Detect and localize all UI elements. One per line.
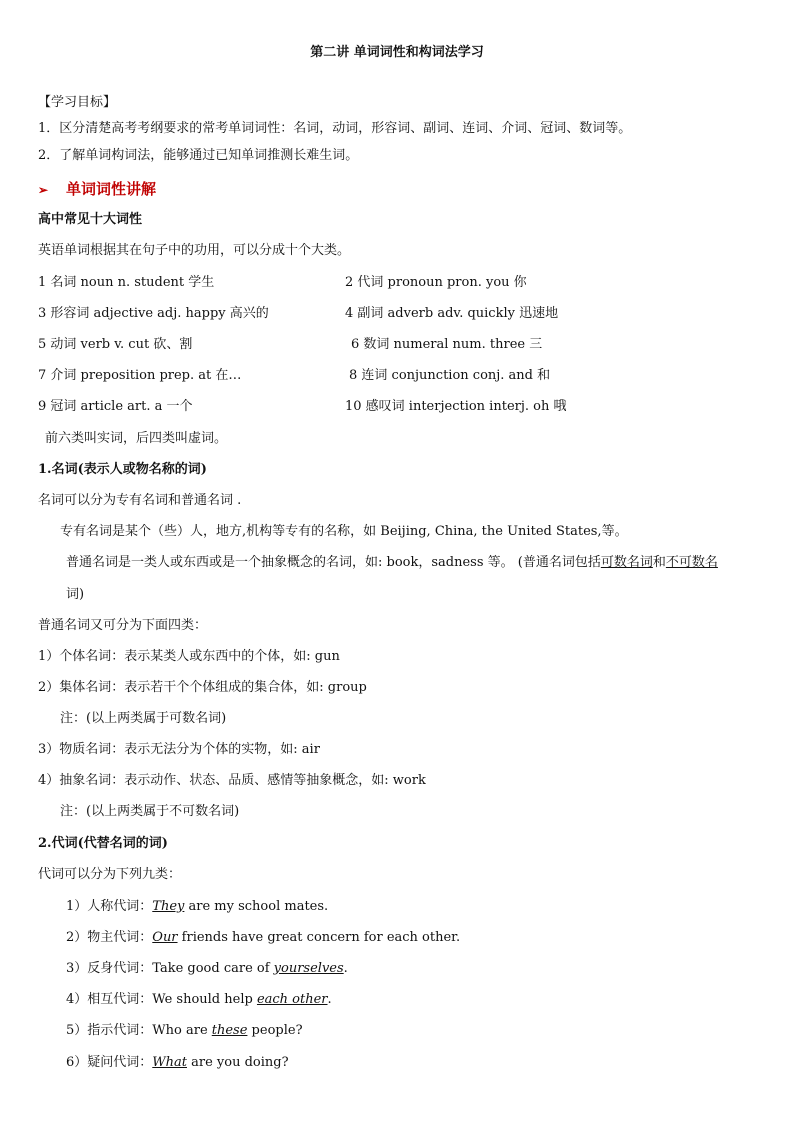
pos-left: 5 动词 verb v. cut 砍、割	[38, 337, 193, 352]
pronoun-type	[66, 929, 460, 947]
example-post: .	[343, 961, 348, 976]
category-item: 1）个体名词：表示某类人或东西中的个体，如: gun	[38, 649, 340, 664]
pos-row	[38, 336, 543, 354]
pronoun-type-label: 3）反身代词：	[66, 961, 153, 976]
category-item: 3）物质名词：表示无法分为个体的实物，如: air	[38, 742, 320, 757]
example-post: .	[327, 992, 332, 1007]
common-noun-text-cont: 词)	[66, 587, 85, 602]
pos-row	[38, 398, 567, 416]
pos-right: 4 副词 adverb adv. quickly 迅速地	[345, 306, 559, 321]
example-word: yourselves	[273, 961, 344, 976]
arrow-bullet-icon: ➢	[38, 183, 49, 197]
example-word: these	[211, 1023, 248, 1038]
example-post: are my school mates.	[184, 899, 329, 914]
common-noun-text	[66, 554, 718, 572]
section-heading	[38, 180, 156, 199]
proper-noun-text: 专有名词是某个（些）人，地方,机构等专有的名称，如 Beijing, China, the United States,等。	[60, 524, 628, 539]
pos-row	[38, 274, 527, 292]
pronoun-type	[66, 1054, 289, 1072]
pronoun-type-label: 5）指示代词：	[66, 1023, 153, 1038]
pos-right: 6 数词 numeral num. three 三	[351, 337, 543, 352]
section-heading-text: 单词词性讲解	[66, 180, 157, 198]
pronoun-type	[66, 960, 348, 978]
category-item: 2）集体名词：表示若干个个体组成的集合体，如: group	[38, 680, 367, 695]
subheading: 高中常见十大词性	[38, 212, 143, 227]
category-item: 4）抽象名词：表示动作、状态、品质、感情等抽象概念，如: work	[38, 773, 426, 788]
pos-right: 8 连词 conjunction conj. and 和	[349, 368, 551, 383]
noun-heading: 1.名词(表示人或物名称的词)	[38, 462, 207, 477]
uncountable-noun-term: 不可数名	[665, 555, 718, 570]
category-note: 注：(以上两类属于可数名词)	[60, 711, 227, 726]
pronoun-type	[66, 1022, 303, 1040]
common-noun-desc: 普通名词是一类人或东西或是一个抽象概念的名词，如: book，sadness 等。 (普通名词包括	[66, 555, 601, 570]
example-word: Our	[152, 930, 178, 945]
pos-left: 9 冠词 article art. a 一个	[38, 399, 193, 414]
example-post: are you doing?	[187, 1055, 289, 1070]
pos-row	[38, 305, 559, 323]
pronoun-type	[66, 898, 328, 916]
example-pre: Take good care of	[152, 961, 274, 976]
pronoun-type-label: 4）相互代词：	[66, 992, 153, 1007]
pronoun-type-label: 6）疑问代词：	[66, 1055, 153, 1070]
example-word: each other	[256, 992, 328, 1007]
category-note: 注：(以上两类属于不可数名词)	[60, 804, 240, 819]
noun-intro: 名词可以分为专有名词和普通名词 .	[38, 493, 242, 508]
example-pre: We should help	[152, 992, 257, 1007]
pos-row	[38, 367, 551, 385]
example-post: friends have great concern for each other.	[177, 930, 461, 945]
intro-text: 英语单词根据其在句子中的功用，可以分成十个大类。	[38, 243, 351, 258]
objectives-heading: 【学习目标】	[38, 95, 117, 110]
example-post: people?	[247, 1023, 303, 1038]
pos-right: 2 代词 pronoun pron. you 你	[345, 275, 527, 290]
pronoun-type-label: 2）物主代词：	[66, 930, 153, 945]
objective-item: 1．区分清楚高考考纲要求的常考单词词性：名词，动词，形容词、副词、连词、介词、冠词、数词等。	[38, 121, 632, 136]
pronoun-type-label: 1）人称代词：	[66, 899, 153, 914]
pos-right: 10 感叹词 interjection interj. oh 哦	[345, 399, 567, 414]
pronoun-intro: 代词可以分为下列九类：	[38, 867, 182, 882]
example-pre: Who are	[152, 1023, 212, 1038]
page-title: 第二讲 单词词性和构词法学习	[310, 45, 484, 60]
pronoun-type	[66, 991, 332, 1009]
conjunction-text: 和	[652, 555, 666, 570]
example-word: They	[152, 899, 185, 914]
pos-left: 7 介词 preposition prep. at 在…	[38, 368, 242, 383]
pos-left: 3 形容词 adjective adj. happy 高兴的	[38, 306, 269, 321]
countable-noun-term: 可数名词	[600, 555, 653, 570]
pronoun-heading: 2.代词(代替名词的词)	[38, 836, 168, 851]
objective-item: 2．了解单词构词法，能够通过已知单词推测长难生词。	[38, 148, 359, 163]
pos-left: 1 名词 noun n. student 学生	[38, 275, 215, 290]
summary-text: 前六类叫实词，后四类叫虚词。	[45, 431, 228, 446]
categories-intro: 普通名词又可分为下面四类：	[38, 618, 208, 633]
example-word: What	[152, 1055, 187, 1070]
